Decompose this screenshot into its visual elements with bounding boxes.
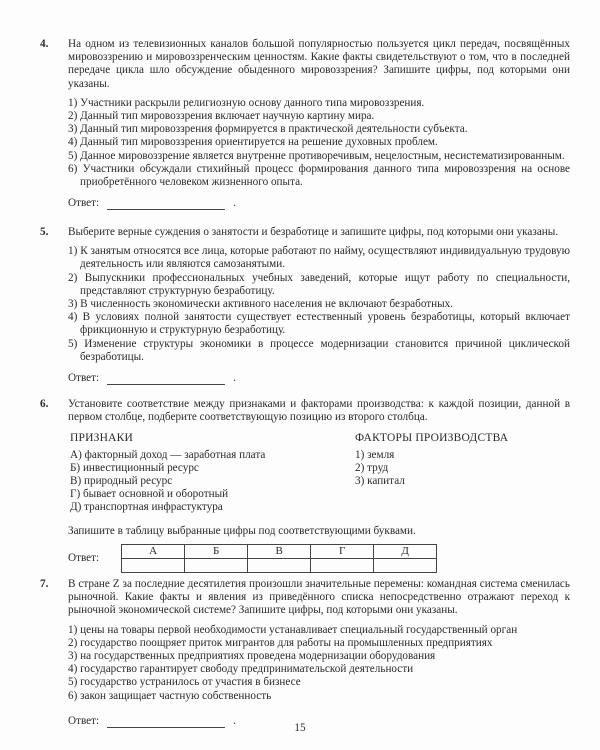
answer-cell[interactable] [374, 559, 437, 573]
question-stem: На одном из телевизионных каналов большой популярностью пользуется цикл передач, посвящённых мировоззрению и мировоззренческим ценностям. Какие факты свидетельствуют о том, что в последней передаче цикла шло обсуждение обыденного мировоззрения? Запишите цифры, под которыми они указаны. [68, 38, 570, 90]
question-number: 5. [40, 226, 49, 238]
option: 1) цены на товары первой необходимости устанавливает специальный государственный орган [68, 623, 518, 636]
table-header: Б [185, 544, 248, 558]
answer-field[interactable] [107, 374, 225, 385]
column-header: ФАКТОРЫ ПРОИЗВОДСТВА [355, 432, 509, 445]
question-5 [40, 226, 570, 385]
question-stem: Установите соответствие между признаками и факторами производства: к каждой позиции, данной в первом столбце, подберите соответствующую позицию из второго столбца. [68, 398, 570, 424]
option: 4) В условиях полной занятости существует естественный уровень безработицы, который включает фрикционную и структурную безработицу. [68, 311, 570, 337]
answer-cell[interactable] [311, 559, 374, 573]
features-column [70, 432, 355, 514]
table-instruction: Запишите в таблицу выбранные цифры под соответствующими буквами. [68, 524, 416, 537]
answer-label: Ответ: [68, 714, 100, 727]
question-stem: Выберите верные суждения о занятости и безработице и запишите цифры, под которыми они указаны. [68, 226, 559, 238]
option: 4) Данный тип мировоззрения ориентируется на решение духовных проблем. [68, 136, 438, 149]
factors-column [355, 432, 555, 514]
question-4 [40, 38, 570, 210]
answer-label: Ответ: [68, 551, 100, 564]
options-list [68, 624, 570, 703]
option: 2) Выпускники профессиональных учебных заведений, которые ищут работу по специальности, представляют структурную безработицу. [68, 271, 570, 297]
answer-row: Ответ: . [68, 372, 236, 385]
option: 6) закон защищает частную собственность [68, 689, 272, 702]
table-header: А [122, 544, 185, 558]
option: 5) Данное мировоззрение является внутренне противоречивым, нецелостным, несистематизированным. [68, 149, 565, 162]
answer-label: Ответ: [68, 372, 100, 385]
option: 5) Изменение структуры экономики в процессе модернизации становится причиной циклической безработицы. [68, 337, 570, 363]
question-6 [40, 398, 570, 573]
question-number: 7. [40, 578, 49, 590]
factor-item: 1) земля [355, 448, 395, 461]
feature-item: А) факторный доход — заработная плата [70, 448, 266, 461]
matching-columns [70, 432, 570, 514]
option: 3) на государственных предприятиях проведена модернизации оборудования [68, 650, 436, 663]
question-7 [40, 578, 570, 728]
answer-table [121, 544, 437, 573]
answer-field[interactable] [107, 199, 225, 210]
options-list [68, 97, 570, 189]
table-header: Д [374, 544, 437, 558]
table-header: В [248, 544, 311, 558]
column-header: ПРИЗНАКИ [70, 432, 133, 445]
option: 3) В численность экономически активного населения не включают безработных. [68, 298, 454, 311]
option: 2) государство поощряет приток мигрантов для работы на промышленных предприятиях [68, 636, 493, 649]
answer-row: Ответ: . [68, 714, 236, 727]
feature-item: Д) транспортная инфрастуктура [70, 501, 223, 514]
answer-cell[interactable] [248, 559, 311, 573]
option: 6) Участники обсуждали стихийный процесс формирования данного типа мировоззрения на основе приобретённого человеком жизненного опыта. [68, 162, 570, 189]
option: 4) государство гарантирует свободу предпринимательской деятельности [68, 663, 414, 676]
options-list [68, 245, 570, 364]
feature-item: Б) инвестиционный ресурс [70, 461, 199, 474]
question-stem: В стране Z за последние десятилетия произошли значительные перемены: командная система сменилась рыночной. Какие факты и явления из приведённого списка непосредственно отражают переход к рыночной экономической системе? Запишите цифры, под которыми они указаны. [68, 578, 570, 617]
factor-item: 3) капитал [355, 475, 405, 488]
option: 1) К занятым относятся все лица, которые работают по найму, осуществляют индивидуальную трудовую деятельность или являются самозанятыми. [68, 245, 570, 271]
answer-cell[interactable] [185, 559, 248, 573]
answer-cell[interactable] [122, 559, 185, 573]
answer-row [68, 544, 570, 573]
table-header: Г [311, 544, 374, 558]
page-number: 15 [294, 722, 306, 734]
option: 1) Участники раскрыли религиозную основу данного типа мировоззрения. [68, 96, 425, 109]
answer-row: Ответ: . [68, 197, 236, 210]
feature-item: Г) бывает основной и оборотный [70, 488, 229, 501]
question-number: 6. [40, 398, 49, 410]
option: 5) государство устранилось от участия в бизнесе [68, 676, 301, 689]
factor-item: 2) труд [355, 461, 389, 474]
option: 2) Данный тип мировоззрения включает научную картину мира. [68, 110, 375, 123]
option: 3) Данный тип мировоззрения формируется в практической деятельности субъекта. [68, 123, 468, 136]
feature-item: В) природный ресурс [70, 475, 173, 488]
question-number: 4. [40, 38, 49, 50]
answer-label: Ответ: [68, 197, 100, 210]
